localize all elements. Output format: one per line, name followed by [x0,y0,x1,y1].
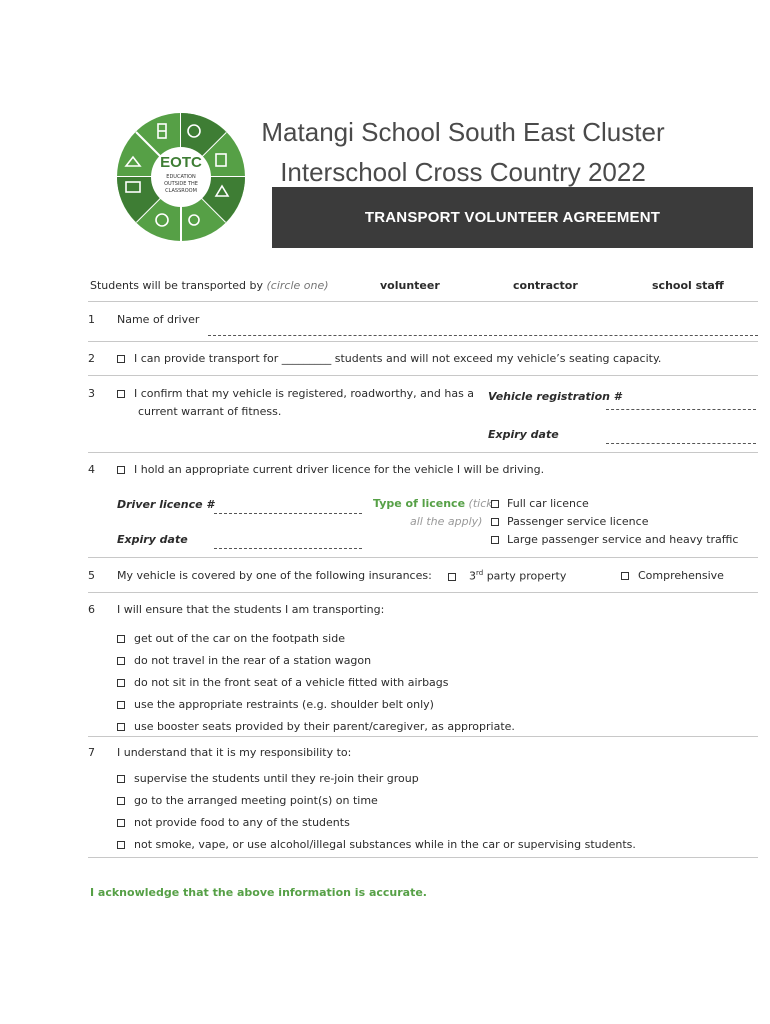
checkbox[interactable] [117,390,125,398]
checkbox[interactable] [491,500,499,508]
option-contractor[interactable]: contractor [513,279,578,292]
insurance-third-party[interactable] [448,569,566,583]
list-item [117,772,419,785]
item-7-text: I understand that it is my responsibility to: [117,746,352,759]
item-number-1: 1 [88,313,95,326]
licence-option-large-passenger[interactable] [491,533,738,546]
licence-type-hint-1: (tick [468,497,493,510]
insurance-third-party-sup: rd [476,569,484,577]
option-volunteer[interactable]: volunteer [380,279,440,292]
insurance-comprehensive[interactable] [621,569,724,582]
divider [88,375,758,376]
item-3-text-a: I confirm that my vehicle is registered, roadworthy, and has a [134,387,475,400]
checkbox[interactable] [117,679,125,687]
licence-type-label [373,497,493,510]
list-item-text: supervise the students until they re-join their group [134,772,419,785]
licence-option-passenger-text: Passenger service licence [507,515,649,528]
checkbox[interactable] [448,573,456,581]
vehicle-registration-field[interactable] [606,409,756,410]
banner-text: TRANSPORT VOLUNTEER AGREEMENT [364,209,661,226]
eotc-logo [116,112,246,242]
divider [88,736,758,737]
licence-expiry-label: Expiry date [117,533,188,546]
item-3 [117,387,474,400]
list-item-text: use the appropriate restraints (e.g. shoulder belt only) [134,698,434,711]
driver-licence-label: Driver licence # [117,498,215,511]
item-2 [117,352,661,365]
checkbox[interactable] [491,518,499,526]
licence-option-full-car[interactable] [491,497,589,510]
divider [88,301,758,302]
checkbox[interactable] [117,657,125,665]
licence-option-passenger[interactable] [491,515,648,528]
insurance-comprehensive-text: Comprehensive [638,569,724,582]
list-item [117,654,371,667]
transport-prompt [90,279,329,292]
agreement-banner [272,187,753,248]
list-item [117,816,350,829]
item-number-2: 2 [88,352,95,365]
licence-expiry-field[interactable] [214,548,362,549]
logo-text-sub3: CLASSROOM [165,188,197,194]
item-number-4: 4 [88,463,95,476]
list-item-text: not provide food to any of the students [134,816,350,829]
list-item-text: use booster seats provided by their parent/caregiver, as appropriate. [134,720,515,733]
licence-option-full-car-text: Full car licence [507,497,589,510]
checkbox[interactable] [117,635,125,643]
transport-hint: (circle one) [266,279,329,292]
logo-text-main: EOTC [160,154,202,171]
name-of-driver-label: Name of driver [117,313,200,326]
item-4 [117,463,544,476]
item-3-text-b: current warrant of fitness. [138,405,282,418]
vehicle-expiry-label: Expiry date [488,428,559,441]
vehicle-registration-label: Vehicle registration # [488,390,622,403]
name-of-driver-field[interactable] [208,335,758,336]
divider [88,341,758,342]
divider [88,452,758,453]
list-item [117,632,345,645]
vehicle-expiry-field[interactable] [606,443,756,444]
insurance-third-party-num: 3 [469,569,476,583]
checkbox[interactable] [117,355,125,363]
list-item [117,838,636,851]
checkbox[interactable] [117,701,125,709]
item-number-5: 5 [88,569,95,582]
licence-type-hint-2: all the apply) [410,515,483,528]
acknowledgement: I acknowledge that the above information is accurate. [90,886,427,899]
item-number-3: 3 [88,387,95,400]
list-item-text: do not sit in the front seat of a vehicle fitted with airbags [134,676,449,689]
checkbox[interactable] [117,466,125,474]
checkbox[interactable] [117,723,125,731]
list-item [117,794,378,807]
page-title-line1: Matangi School South East Cluster [261,117,665,147]
divider [88,592,758,593]
driver-licence-field[interactable] [214,513,362,514]
logo-text-sub1: EDUCATION [166,174,196,180]
list-item-text: not smoke, vape, or use alcohol/illegal substances while in the car or supervising students. [134,838,636,851]
item-4-text: I hold an appropriate current driver licence for the vehicle I will be driving. [134,463,545,476]
checkbox[interactable] [117,841,125,849]
item-2-text: I can provide transport for _________ students and will not exceed my vehicle’s seating capacity. [134,352,662,365]
list-item-text: do not travel in the rear of a station wagon [134,654,372,667]
checkbox[interactable] [117,797,125,805]
item-number-7: 7 [88,746,95,759]
list-item-text: get out of the car on the footpath side [134,632,345,645]
divider [88,557,758,558]
transport-prompt-text: Students will be transported by [90,279,264,292]
page-title-line2: Interschool Cross Country 2022 [280,157,646,187]
checkbox[interactable] [621,572,629,580]
licence-option-large-passenger-text: Large passenger service and heavy traffic [507,533,739,546]
checkbox[interactable] [117,819,125,827]
list-item-text: go to the arranged meeting point(s) on time [134,794,378,807]
list-item [117,698,434,711]
licence-type-title: Type of licence [373,497,466,510]
divider [88,857,758,858]
option-school-staff[interactable]: school staff [652,279,724,292]
insurance-third-party-text: party property [483,569,567,583]
item-6-text: I will ensure that the students I am transporting: [117,603,385,616]
list-item [117,720,515,733]
checkbox[interactable] [117,775,125,783]
list-item [117,676,449,689]
checkbox[interactable] [491,536,499,544]
item-5-text: My vehicle is covered by one of the following insurances: [117,569,432,582]
item-number-6: 6 [88,603,95,616]
logo-text-sub2: OUTSIDE THE [164,181,198,187]
